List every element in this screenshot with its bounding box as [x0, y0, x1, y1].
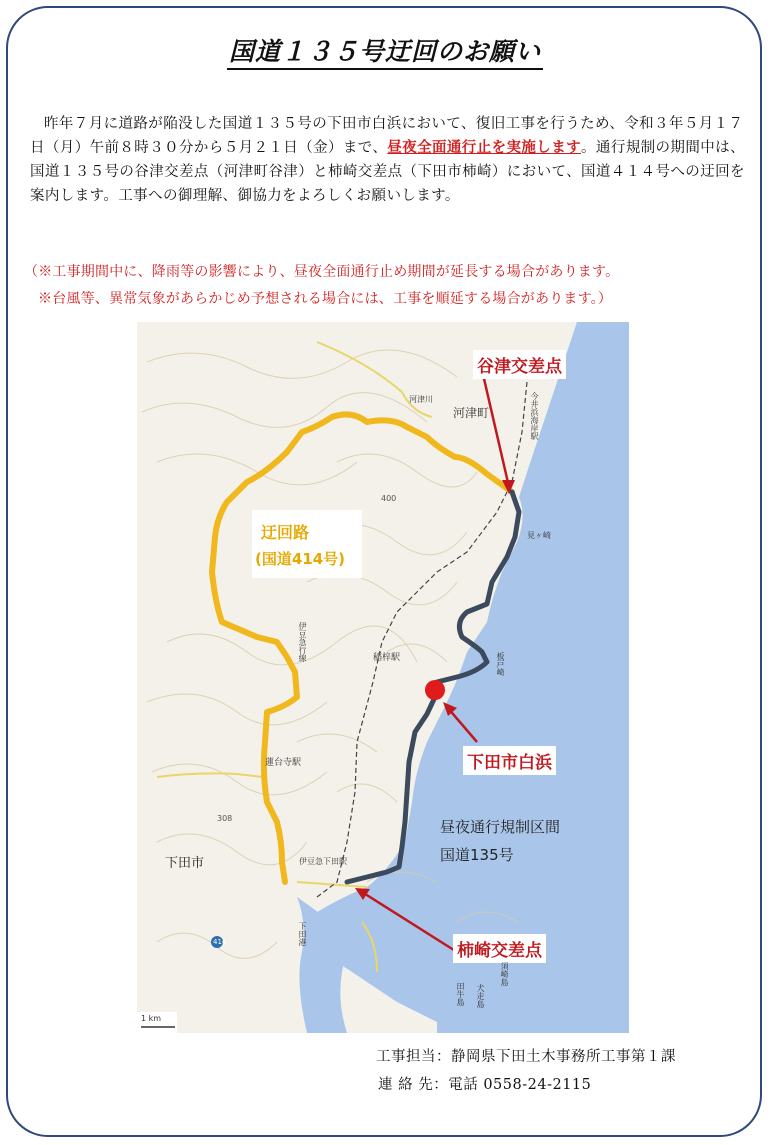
callout-yazu: 谷津交差点 — [473, 350, 566, 379]
island-2: 田牛島 — [456, 982, 465, 1006]
notice-title — [0, 32, 770, 68]
sea-area — [317, 322, 629, 1033]
station-imaihama: 今井浜海岸駅 — [530, 392, 539, 440]
note-rain: （※工事期間中に、降雨等の影響により、昼夜全面通行止め期間が延長する場合があります。 — [24, 264, 620, 280]
scale-label: 1 km — [141, 1014, 162, 1023]
detour-label-1: 迂回路 — [261, 523, 310, 542]
paragraph-part1: 昨年７月に道路が陥没した国道１３５号の下田市白浜において、復旧工事を行うため、令和３年５月１７日（月）午前８時３０分から５月２１日（金）まで、 — [30, 116, 744, 156]
map-canvas — [137, 322, 629, 1033]
section-label-2: 国道135号 — [440, 846, 514, 864]
station-izukyu-shimoda: 伊豆急下田駅 — [299, 857, 347, 866]
river-kawazu: 河津川 — [409, 395, 433, 404]
station-rendaiji: 蓮台寺駅 — [265, 758, 302, 768]
island-3: 犬走島 — [476, 984, 485, 1008]
island-1: 須崎島 — [500, 962, 509, 986]
note-typhoon: ※台風等、異常気象があらかじめ予想される場合には、工事を順延する場合があります。） — [38, 291, 613, 307]
rail-name: 伊豆急行線 — [298, 622, 307, 662]
contact-phone: 連 絡 先：電話 0558-24-2115 — [378, 1077, 592, 1093]
section-label-1: 昼夜通行規制区間 — [440, 818, 561, 836]
cape-itado: 板戸崎 — [496, 652, 505, 676]
title-text: 国道１３５号迂回のお願い — [227, 37, 543, 70]
elevation-308: 308 — [217, 814, 233, 823]
elevation-400: 400 — [381, 494, 397, 503]
place-kawazu: 河津町 — [453, 406, 490, 420]
cape-mimoza: 見ヶ崎 — [527, 531, 551, 540]
detour-label-2: (国道414号) — [255, 550, 346, 568]
paragraph-emphasis: 昼夜全面通行止を実施します — [387, 139, 582, 156]
station-inazusa: 稲梓駅 — [373, 653, 401, 663]
place-shimoda: 下田市 — [165, 856, 205, 871]
shirahama-marker — [425, 680, 445, 700]
notice-paragraph — [30, 112, 750, 208]
callout-kakisaki: 柿崎交差点 — [453, 934, 546, 963]
route-badge-number: 414 — [213, 938, 227, 946]
contact-department: 工事担当：静岡県下田土木事務所工事第１課 — [376, 1049, 676, 1065]
detour-map — [137, 322, 629, 1033]
paragraph-part2: 。通行規制の期間中は、国道１３５号の谷津交差点（河津町谷津）と柿崎交差点（下田市柿崎）において、国道４１４号への迂回を案内します。工事への御理解、御協力をよろしくお願いします。 — [30, 140, 745, 204]
callout-shirahama: 下田市白浜 — [463, 746, 556, 775]
shimoda-port: 下田港 — [298, 922, 307, 946]
